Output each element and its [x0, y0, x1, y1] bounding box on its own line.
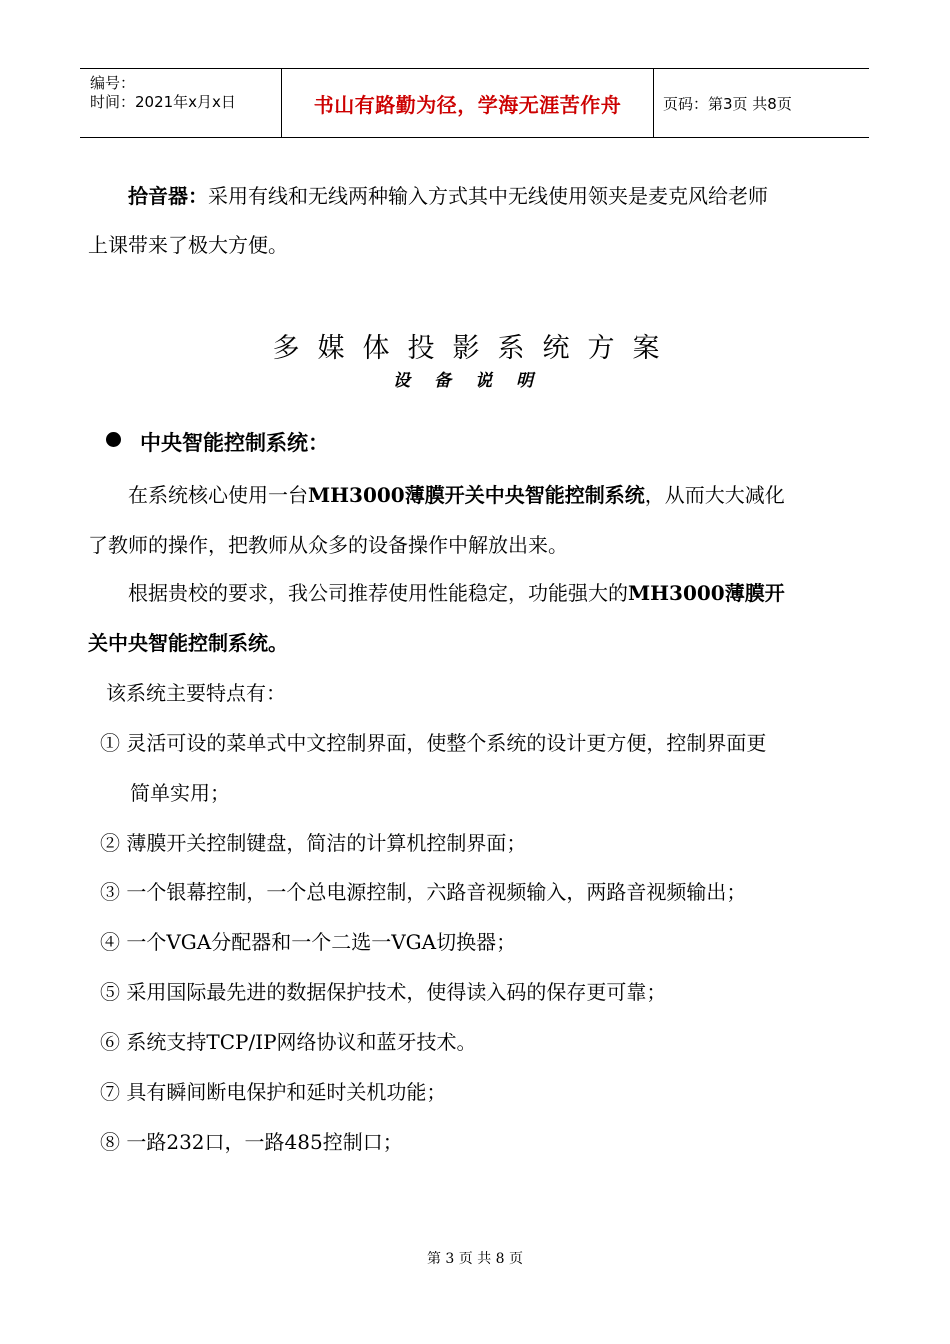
feature-item: ② 薄膜开关控制键盘，简洁的计算机控制界面；: [100, 831, 527, 855]
p2-pre: 根据贵校的要求，我公司推荐使用性能稳定，功能强大的: [128, 581, 628, 605]
paragraph-2-line-2: 关中央智能控制系统。: [88, 631, 288, 655]
p2-bold: MH3000薄膜开: [628, 581, 785, 605]
feature-item: ④ 一个VGA分配器和一个二选一VGA切换器；: [100, 930, 517, 954]
page-header: [80, 68, 869, 138]
p1-bold: MH3000薄膜开关中央智能控制系统: [308, 483, 645, 507]
feature-item-continuation: 简单实用；: [130, 781, 230, 805]
paragraph-2-line-1: [128, 577, 785, 606]
paragraph-1-line-2: 了教师的操作，把教师从众多的设备操作中解放出来。: [88, 533, 568, 557]
motto-text: 书山有路勤为径，学海无涯苦作舟: [313, 92, 622, 117]
section-heading: 中央智能控制系统：: [140, 431, 329, 455]
header-motto-cell: [282, 69, 654, 137]
time-label: 时间：2021年x月x日: [90, 93, 236, 111]
header-page-cell: [654, 69, 869, 137]
feature-item: ⑦ 具有瞬间断电保护和延时关机功能；: [100, 1080, 447, 1104]
feature-item: ③ 一个银幕控制，一个总电源控制，六路音视频输入，两路音视频输出；: [100, 880, 747, 904]
feature-item: ⑤ 采用国际最先进的数据保护技术，使得读入码的保存更可靠；: [100, 980, 667, 1004]
page-footer: 第 3 页 共 8 页: [426, 1251, 524, 1267]
feature-item: ① 灵活可设的菜单式中文控制界面，使整个系统的设计更方便，控制界面更: [100, 731, 767, 755]
page-info: 页码：第3页 共8页: [663, 94, 792, 113]
intro-term: 拾音器：: [128, 184, 208, 208]
document-subtitle: 设备说明: [393, 371, 557, 391]
intro-line-2: 上课带来了极大方便。: [88, 233, 288, 257]
bullet-icon: [106, 432, 121, 447]
document-title: 多媒体投影系统方案: [272, 333, 678, 364]
feature-item: ⑧ 一路232口，一路485控制口；: [100, 1130, 403, 1154]
intro-text: 采用有线和无线两种输入方式其中无线使用领夹是麦克风给老师: [208, 184, 768, 208]
number-label: 编号：: [90, 74, 136, 92]
header-meta-cell: [80, 69, 282, 137]
p1-post: ，从而大大减化: [644, 483, 785, 507]
feature-item: ⑥ 系统支持TCP/IP网络协议和蓝牙技术。: [100, 1030, 477, 1054]
intro-line-1: [128, 180, 768, 209]
paragraph-1-line-1: [128, 479, 785, 508]
p1-pre: 在系统核心使用一台: [128, 483, 308, 507]
features-intro: 该系统主要特点有：: [106, 681, 286, 705]
